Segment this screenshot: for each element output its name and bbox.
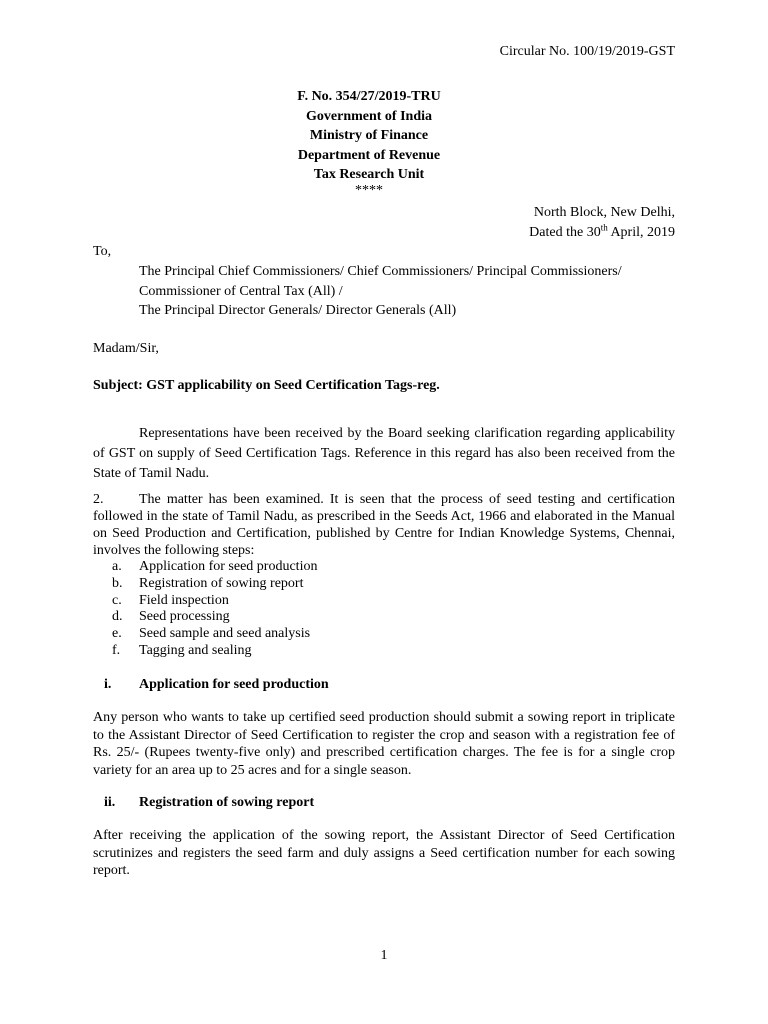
issue-date: Dated the 30th April, 2019 — [529, 221, 675, 240]
place-and-date — [529, 203, 675, 242]
paragraph-number: 2. — [93, 492, 104, 507]
paragraph-2-text: The matter has been examined. It is seen that the process of seed testing and certification followed in the state of Tamil Nadu, as prescribed in the Seeds Act, 1966 and elaborated in the Manual on Seed Production and Certification, published by Centre for Indian Knowledge Systems, Chennai, involves the following steps: — [93, 492, 675, 558]
ministry-name: Ministry of Finance — [309, 128, 429, 143]
file-number: F. No. 354/27/2019-TRU — [297, 89, 441, 104]
addressee-line: The Principal Chief Commissioners/ Chief Commissioners/ Principal Commissioners/ — [139, 264, 622, 279]
separator-stars: **** — [355, 182, 383, 198]
section-2-heading: ii. Registration of sowing report — [104, 795, 315, 810]
list-item: b. Registration of sowing report — [112, 575, 304, 591]
addressee-line: Commissioner of Central Tax (All) / — [139, 283, 343, 299]
list-item: c. Field inspection — [112, 592, 229, 608]
list-item: a. Application for seed production — [112, 559, 318, 574]
steps-list — [112, 558, 317, 659]
addressee-list — [139, 262, 622, 321]
page-number: 1 — [380, 948, 388, 963]
list-item: d. Seed processing — [112, 609, 230, 625]
unit-name: Tax Research Unit — [313, 167, 425, 182]
section-1-heading: i. Application for seed production — [104, 677, 329, 692]
subject-line: Subject: GST applicability on Seed Certification Tags-reg. — [93, 378, 440, 393]
section-1-body: Any person who wants to take up certified seed production should submit a sowing report in triplicate to the Assistant Director of Seed Certification to register the crop and season with a registration fee of Rs. 25/- (Rupees twenty-five only) and prescribed certification charges. The fee is for a single crop variety for an area up to 25 acres and for a single season. — [93, 710, 675, 778]
government-name: Government of India — [306, 108, 432, 124]
list-item: f. Tagging and sealing — [112, 642, 252, 658]
letterhead — [0, 87, 738, 197]
place-location: North Block, New Delhi, — [533, 205, 675, 220]
salutation: Madam/Sir, — [93, 341, 159, 356]
section-2-body: After receiving the application of the sowing report, the Assistant Director of Seed Certification scrutinizes and registers the seed farm and duly assigns a Seed certification number for each sowing report. — [93, 828, 675, 878]
department-name: Department of Revenue — [297, 147, 441, 163]
to-label: To, — [93, 244, 112, 259]
circular-number: Circular No. 100/19/2019-GST — [499, 44, 675, 59]
paragraph-1: Representations have been received by the Board seeking clarification regarding applicability of GST on supply of Seed Certification Tags. Reference in this regard has also been received from the State of Tamil Nadu. — [93, 426, 675, 481]
addressee-line: The Principal Director Generals/ Director Generals (All) — [139, 303, 457, 318]
list-item: e. Seed sample and seed analysis — [112, 626, 311, 642]
paragraph-2 — [93, 491, 675, 559]
